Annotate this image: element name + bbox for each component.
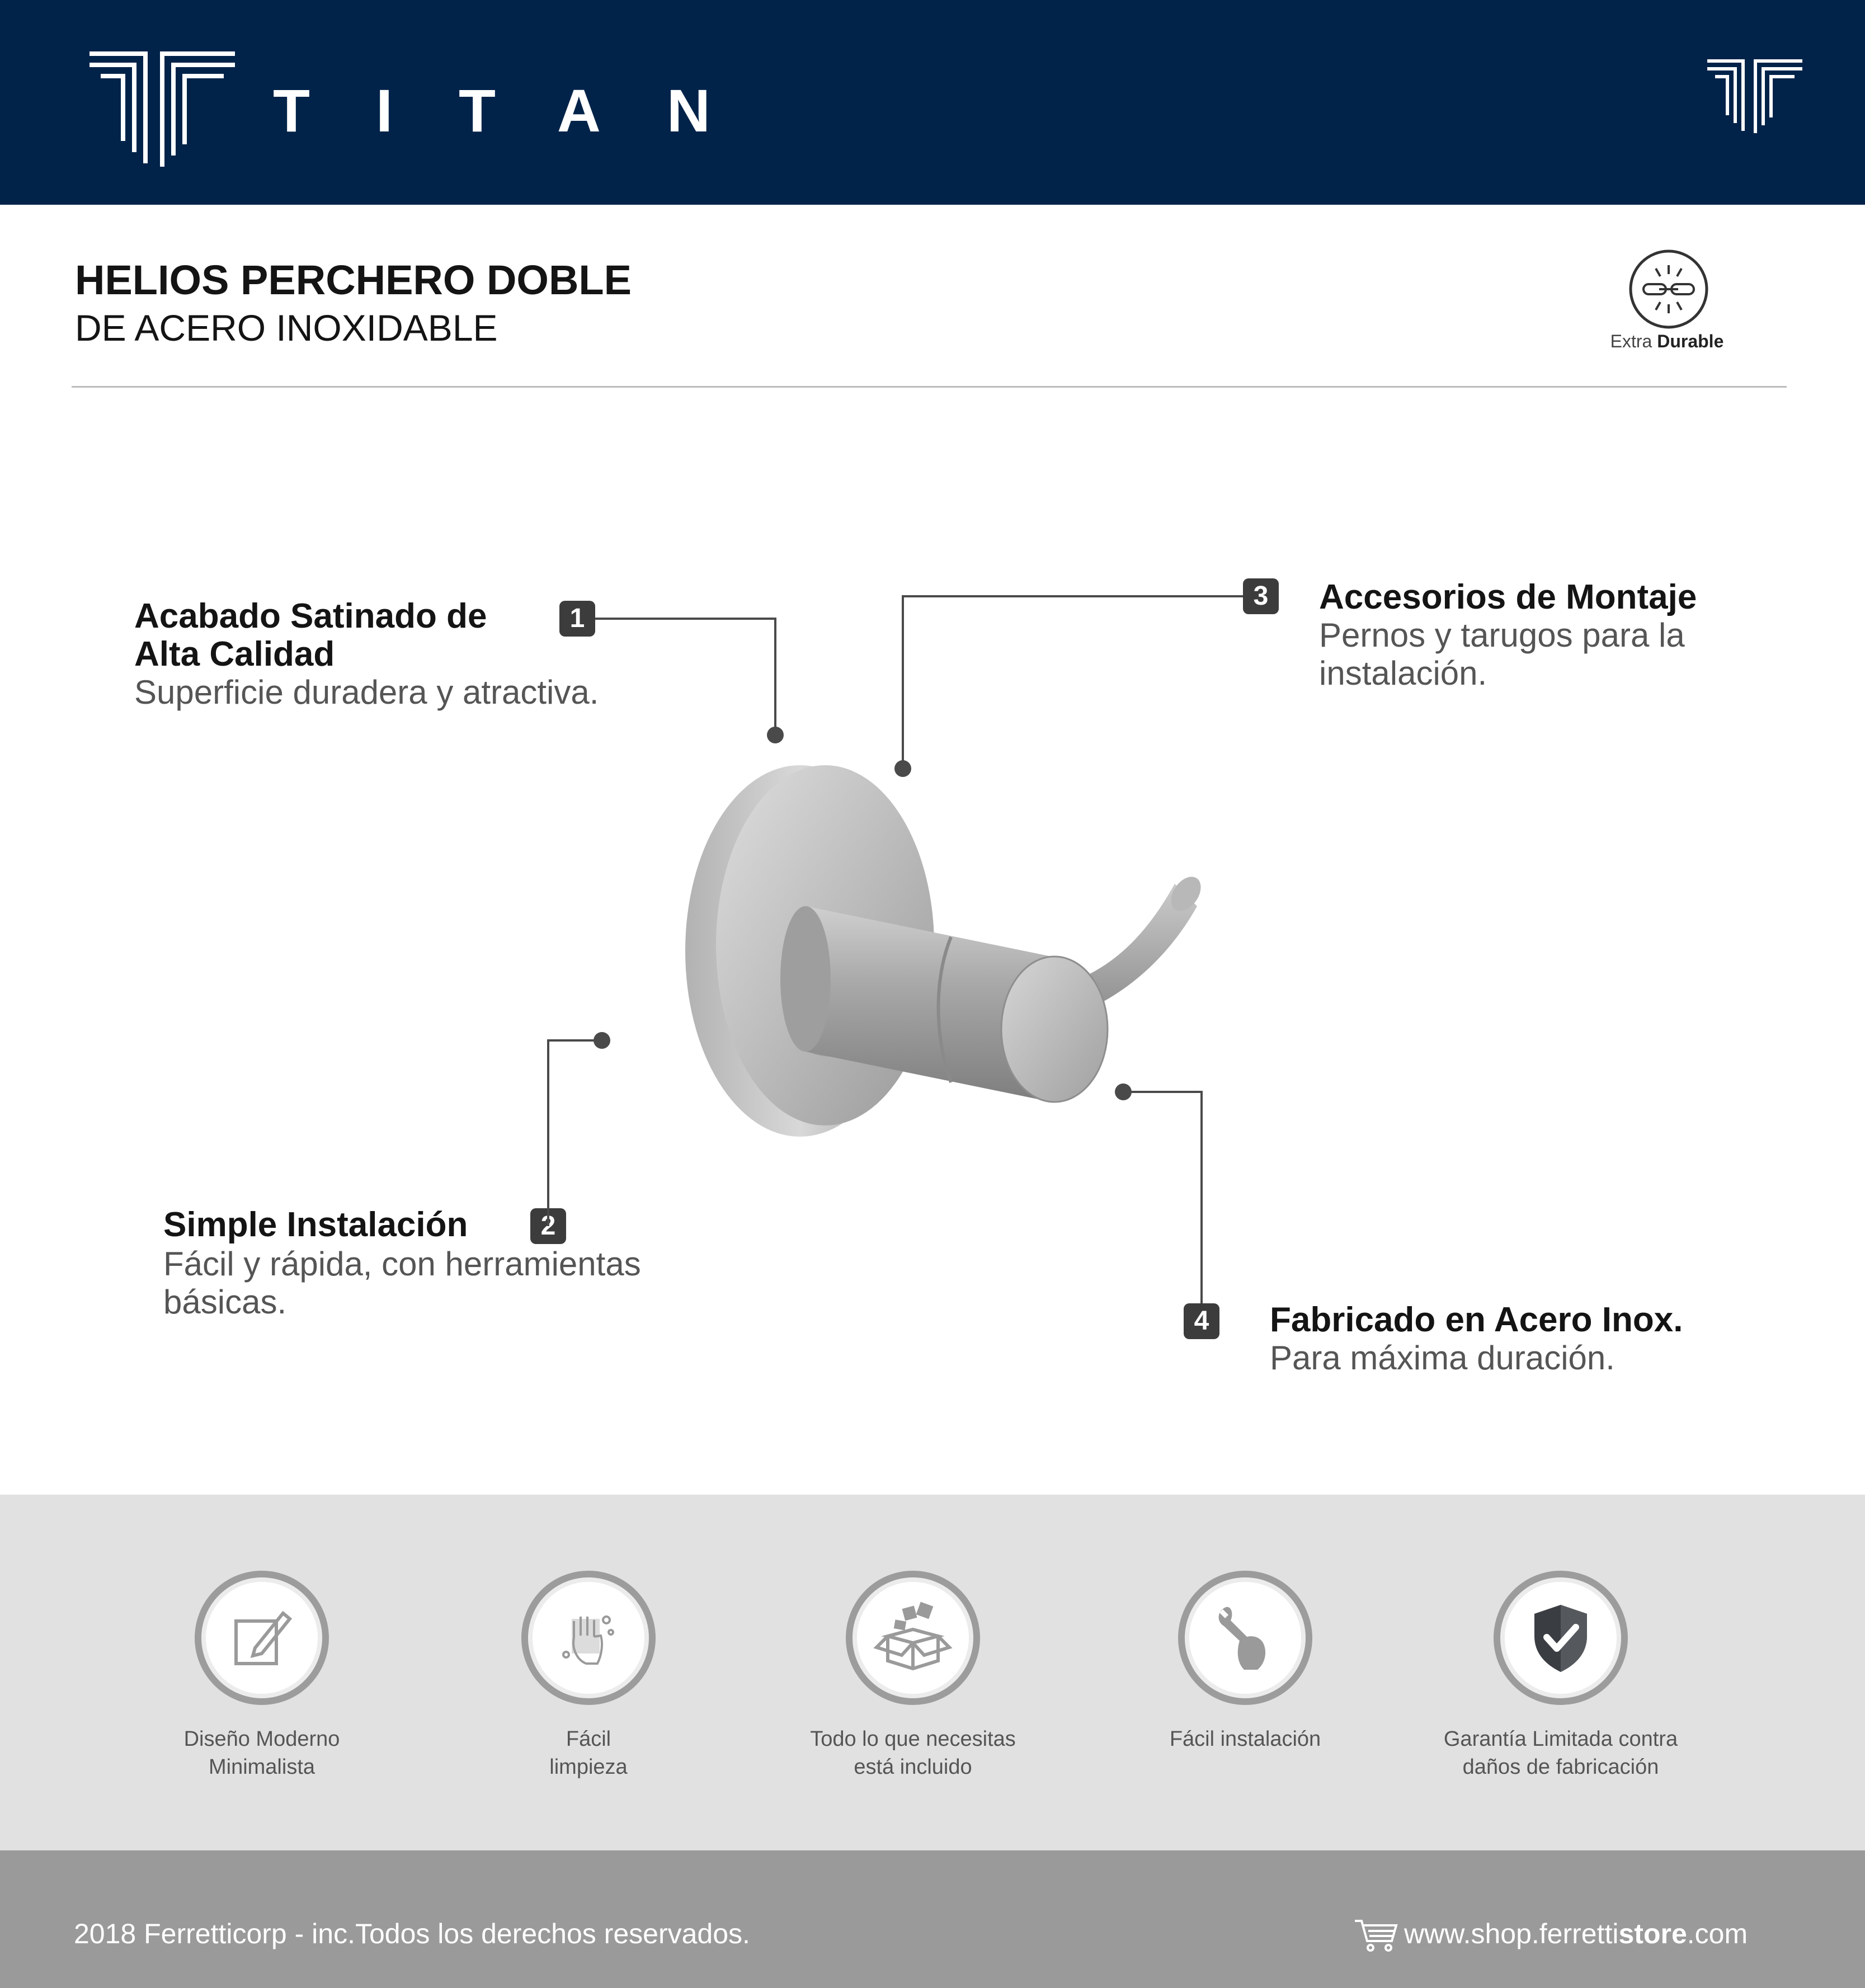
product-title: HELIOS PERCHERO DOBLE	[75, 257, 632, 303]
callout-3-number: 3	[1243, 578, 1279, 614]
product-subtitle: DE ACERO INOXIDABLE	[75, 307, 498, 348]
open-box-icon	[871, 1601, 955, 1674]
pencil-square-icon	[228, 1604, 295, 1671]
brand-name: TITAN	[273, 77, 776, 144]
callout-1-number: 1	[559, 601, 595, 637]
hand-cleaning-icon	[555, 1604, 622, 1671]
callout-3-title: Accesorios de Montaje	[1319, 578, 1697, 616]
callout-2-desc: Fácil y rápida, con herramientas básicas.	[163, 1245, 641, 1321]
feature-all-included: Todo lo que necesitas está incluido	[773, 1571, 1053, 1781]
callout-3-desc: Pernos y tarugos para la instalación.	[1319, 616, 1685, 692]
callout-1-desc: Superficie duradera y atractiva.	[134, 673, 599, 711]
site-url-link[interactable]: www.shop.ferrettistore.com	[1404, 1918, 1748, 1949]
copyright-text: 2018 Ferretticorp - inc.Todos los derechos reservados.	[74, 1918, 750, 1949]
feature-limited-warranty: Garantía Limitada contra daños de fabricación	[1421, 1571, 1701, 1781]
wrench-hand-icon	[1212, 1601, 1279, 1674]
feature-easy-installation: Fácil instalación	[1105, 1571, 1385, 1753]
feature-easy-cleaning: Fácil limpieza	[449, 1571, 728, 1781]
callout-4-number: 4	[1184, 1303, 1219, 1339]
callout-2-number: 2	[530, 1208, 566, 1244]
callout-1-title: Acabado Satinado de Alta Calidad	[134, 597, 487, 673]
shopping-cart-icon	[1354, 1918, 1398, 1952]
feature-modern-design: Diseño Moderno Minimalista	[122, 1571, 402, 1781]
callout-2-title: Simple Instalación	[163, 1205, 468, 1244]
durable-badge-label: Extra Durable	[1610, 331, 1724, 351]
callout-4-desc: Para máxima duración.	[1270, 1339, 1615, 1377]
callout-4-title: Fabricado en Acero Inox.	[1270, 1301, 1683, 1339]
shield-check-icon	[1530, 1601, 1591, 1674]
